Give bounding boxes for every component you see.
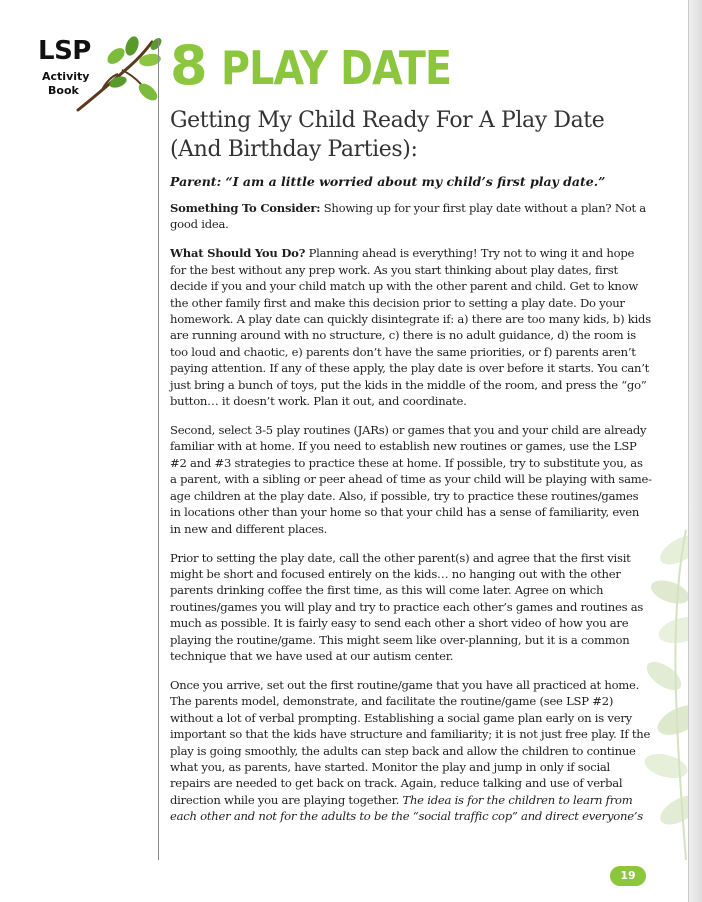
vertical-divider [158,38,159,860]
paragraph-text: Showing up for your first play date without a plan? Not a good idea. [170,201,646,232]
parent-quote: Parent: “I am a little worried about my child’s first play date.” [170,174,606,189]
chapter-title: PLAY DATE [220,41,451,95]
logo-line-activity: Activity [42,70,90,83]
section-subtitle: Getting My Child Ready For A Play Date (And Birthday Parties): [170,108,605,162]
logo-brand: LSP [38,36,91,66]
paragraph-lead: Something To Consider: [170,201,321,215]
paragraph-something-to-consider [170,200,652,233]
paragraph-call-other-parent: Prior to setting the play date, call the other parent(s) and agree that the first visit might be short and focused entirely on the kids… no hanging out with the other parents drinking coffee the first time, as this will come later. Agree on which routines/games you will play and try to practice each other’s games and routines as much as possible. It is fairly easy to send each other a short video of how you are playing the routine/game. This might seem like over-planning, but it is a common technique that we have used at our autism center. [170,550,644,663]
paragraph-play-routines: Second, select 3-5 play routines (JARs) or games that you and your child are already familiar with at home. If you need to establish new routines or games, use the LSP #2 and #3 strategies to practice these at home. If possible, try to substitute you, as a parent, with a sibling or peer ahead of time as your child will be playing with same-age children at the play date. Also, if possible, try to practice these routines/games in locations other than your home so that your child has a sense of familiarity, even in new and different places. [170,423,652,536]
paragraph-once-you-arrive [170,677,652,825]
tree-branch-icon [72,32,162,122]
chapter-heading [170,36,488,98]
paragraph-what-should-you-do [170,245,652,409]
decorative-leaves-icon [640,530,688,860]
paragraph-text: Once you arrive, set out the first routine/game that you have all practiced at home. The parents model, demonstrate, and facilitate the routine/game (see LSP #2) without a lot of verbal prompting. Establishing a social game plan early on is very important so that the kids have structure and familiarity; it is not just free play. If the play is going smoothly, the adults can step back and allow the children to continue what you, as parents, have started. Monitor the play and jump in only if social repairs are needed to get back on track. Again, reduce talking and use of verbal direction while you are playing together. [170,677,651,807]
chapter-number: 8 [170,34,207,97]
paragraph-lead: What Should You Do? [170,246,306,261]
lsp-logo [20,36,168,136]
page-number-badge: 19 [610,866,646,886]
logo-line-book: Book [48,84,79,97]
body-text [170,200,652,837]
page-shadow [688,0,702,902]
paragraph-italic-text: The idea is for the children to learn from each other and not for the adults to be the “social traffic cop” and direct everyone’s [170,792,643,824]
paragraph-text: Planning ahead is everything! Try not to wing it and hope for the best without any prep work. As you start thinking about play dates, first decide if you and your child match up with the other parent and child. Get to know the other family first and make this decision prior to setting a play date. Do your homework. A play date can quickly disintegrate if: a) there are too many kids, b) kids are running around with no structure, c) there is no adult guidance, d) the room is too loud and chaotic, e) parents don’t have the same priorities, or f) parents aren’t paying attention. If any of these apply, the play date is over before it starts. You can’t just bring a bunch of toys, put the kids in the middle of the room, and press the “go” button… it doesn’t work. Plan it out, and coordinate. [170,246,651,409]
page-edge [688,0,689,902]
